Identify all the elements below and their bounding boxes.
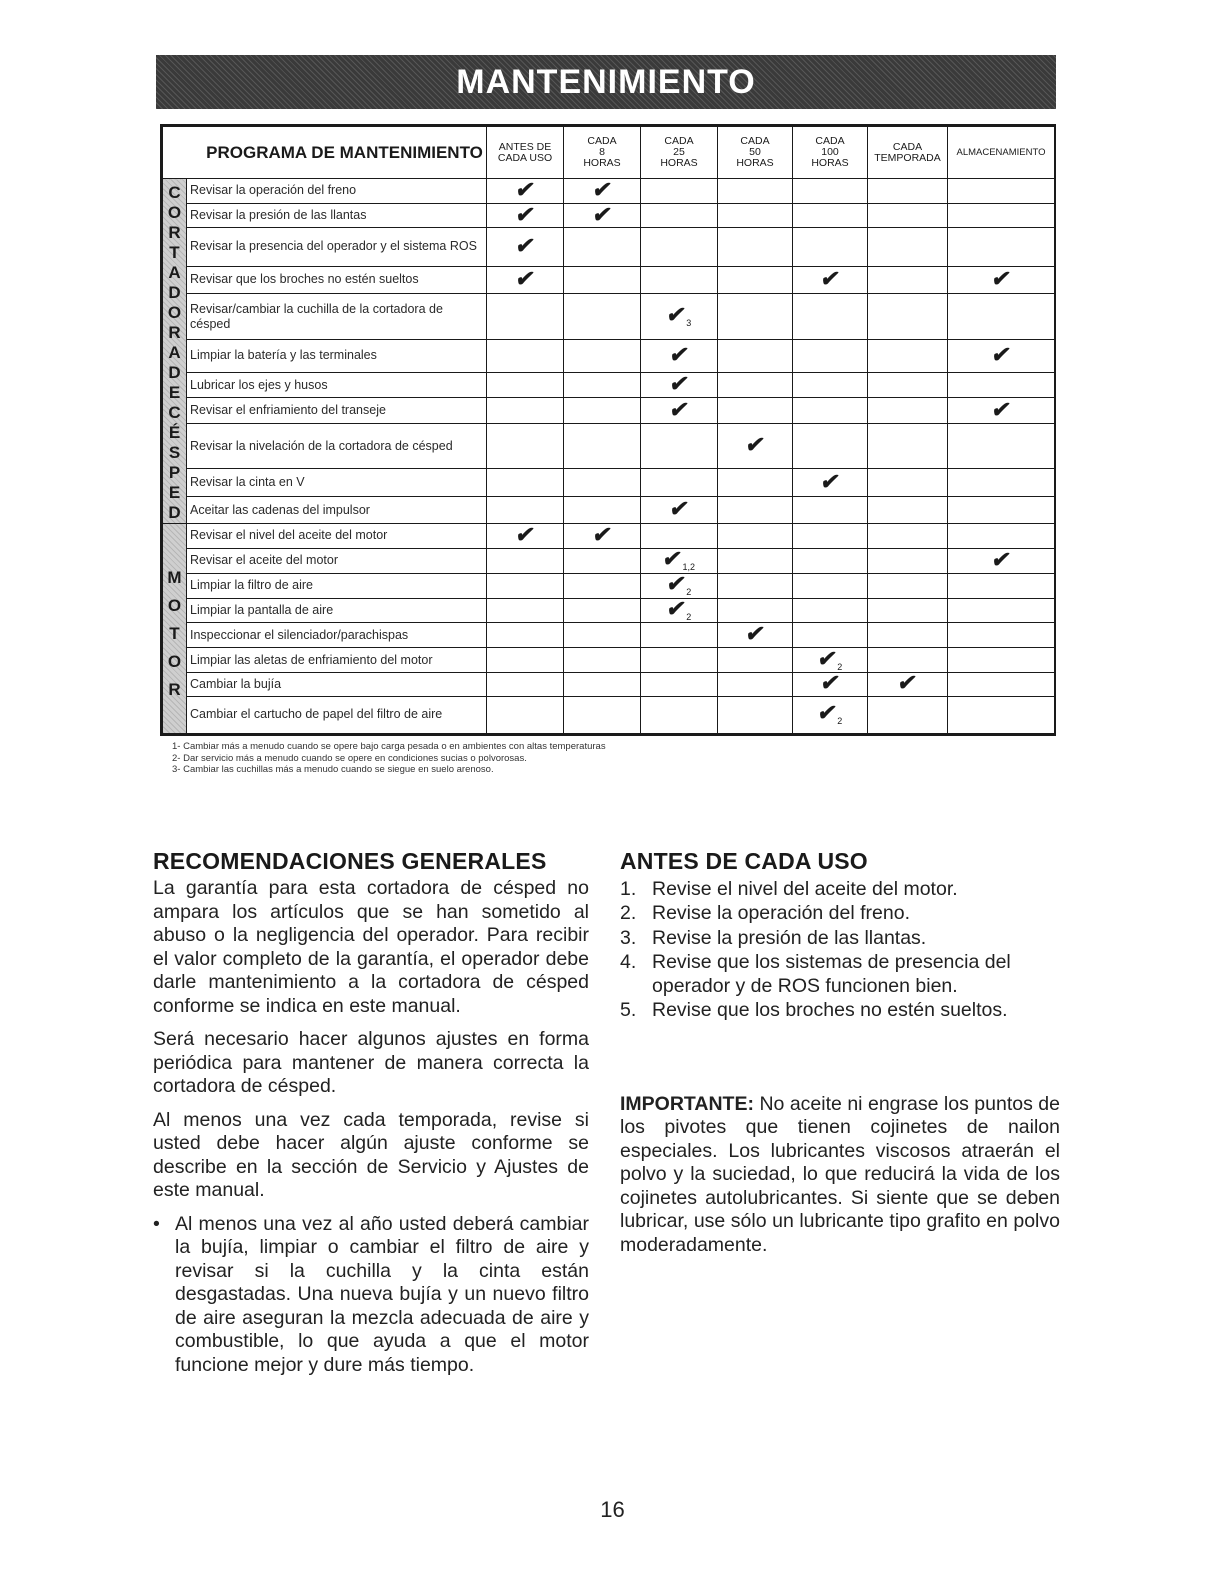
schedule-cell — [718, 524, 793, 549]
footnote: 3- Cambiar las cuchillas más a menudo cuando se siegue en suelo arenoso. — [172, 764, 494, 775]
schedule-cell — [948, 372, 1055, 398]
check-mark-icon: ✔ — [989, 396, 1013, 422]
check-mark-icon: ✔ — [664, 595, 688, 621]
task-cell: Aceitar las cadenas del impulsor — [187, 497, 487, 524]
table-row — [163, 623, 1055, 648]
schedule-cell — [641, 623, 718, 648]
check-mark-icon: ✔ — [664, 301, 688, 327]
schedule-cell — [487, 573, 564, 598]
table-row — [163, 648, 1055, 673]
general-recommendations-section — [153, 848, 589, 1377]
important-text: No aceite ni engrase los puntos de los pivotes que tienen cojinetes de nailon especiales. Los lubricantes viscosos atraerán el polvo y la suciedad, lo que reducirá la vida de los cojinetes autolubricantes. Si siente que se deben lubricar, use sólo un lubricante tipo grafito en polvo moderadamente. — [620, 1092, 1060, 1256]
check-mark-icon: ✔ — [815, 645, 839, 671]
task-cell: Revisar la presencia del operador y el sistema ROS — [187, 228, 487, 266]
footnote-ref: 2 — [837, 716, 843, 727]
header-col — [718, 127, 793, 179]
table-row — [163, 179, 1055, 204]
side-letter: R — [168, 223, 181, 242]
schedule-cell — [948, 497, 1055, 524]
schedule-cell — [564, 266, 641, 294]
header-col-line: HORAS — [811, 157, 849, 169]
schedule-cell — [868, 266, 948, 294]
check-mark-icon: ✔ — [818, 265, 842, 291]
schedule-cell — [718, 497, 793, 524]
table-row — [163, 339, 1055, 372]
schedule-cell — [868, 294, 948, 339]
schedule-cell — [641, 696, 718, 733]
header-col-line: CADA — [664, 135, 694, 147]
schedule-cell — [948, 266, 1055, 294]
task-cell: Revisar el nivel del aceite del motor — [187, 524, 487, 549]
schedule-cell — [564, 176, 641, 204]
item-number: 2. — [620, 902, 637, 925]
schedule-cell — [564, 521, 641, 549]
item-number: 1. — [620, 878, 637, 900]
task-cell: Revisar la presión de las llantas — [187, 203, 487, 228]
table-row — [163, 398, 1055, 424]
schedule-cell — [564, 228, 641, 266]
schedule-cell — [564, 573, 641, 598]
check-mark-icon: ✔ — [743, 432, 767, 458]
schedule-cell — [487, 339, 564, 372]
footnote-ref: 2 — [686, 612, 692, 623]
header-col-line: 50 — [749, 146, 761, 158]
schedule-cell — [718, 294, 793, 339]
schedule-cell — [948, 623, 1055, 648]
schedule-cell — [718, 623, 793, 648]
footnote-ref: 3 — [686, 318, 692, 329]
schedule-cell — [641, 203, 718, 228]
task-cell: Inspeccionar el silenciador/parachispas — [187, 623, 487, 648]
schedule-cell — [718, 598, 793, 623]
schedule-cell — [487, 623, 564, 648]
schedule-cell — [487, 548, 564, 573]
check-mark-icon: ✔ — [989, 265, 1013, 291]
important-note — [620, 1093, 1060, 1258]
schedule-cell — [793, 398, 868, 424]
side-letter: E — [168, 383, 181, 402]
schedule-cell — [948, 424, 1055, 469]
item-text: Revise que los sistemas de presencia del operador y de ROS funcionen bien. — [652, 950, 1011, 998]
schedule-cell — [641, 339, 718, 372]
check-mark-icon: ✔ — [667, 396, 691, 422]
side-letter: C — [168, 183, 181, 202]
side-letter: A — [168, 263, 181, 282]
schedule-cell — [868, 398, 948, 424]
item-text: Revise la operación del freno. — [652, 902, 910, 925]
list-item — [620, 877, 1060, 901]
schedule-cell — [641, 548, 718, 573]
schedule-cell — [641, 648, 718, 673]
schedule-cell — [948, 573, 1055, 598]
check-mark-icon: ✔ — [667, 371, 691, 396]
schedule-cell — [948, 648, 1055, 673]
side-letter: A — [168, 343, 181, 362]
task-cell: Revisar la nivelación de la cortadora de césped — [187, 424, 487, 469]
schedule-cell — [487, 203, 564, 228]
schedule-cell — [487, 598, 564, 623]
check-mark-icon: ✔ — [818, 468, 842, 494]
schedule-cell — [793, 623, 868, 648]
side-letter: O — [167, 652, 182, 672]
schedule-cell — [564, 696, 641, 733]
table-row — [163, 372, 1055, 398]
schedule-grid — [162, 126, 1055, 734]
side-label-cortadora-de-cesped — [163, 179, 187, 524]
footnote-ref: 2 — [686, 587, 692, 598]
check-mark-icon: ✔ — [513, 232, 537, 258]
schedule-cell — [868, 339, 948, 372]
general-paragraph: Será necesario hacer algunos ajustes en forma periódica para mantener de manera correcta la cortadora de césped. — [153, 1028, 589, 1097]
schedule-cell — [718, 339, 793, 372]
list-item — [620, 950, 1060, 999]
check-mark-icon: ✔ — [989, 341, 1013, 367]
schedule-cell — [868, 670, 948, 697]
before-each-use-section — [620, 848, 1060, 1267]
schedule-cell — [564, 673, 641, 697]
table-row — [163, 266, 1055, 294]
item-number: 4. — [620, 950, 637, 973]
schedule-cell — [564, 398, 641, 424]
side-letter: S — [168, 443, 181, 462]
task-cell: Cambiar el cartucho de papel del filtro de aire — [187, 696, 487, 733]
schedule-cell — [718, 469, 793, 497]
task-cell: Limpiar la filtro de aire — [187, 573, 487, 598]
list-item — [620, 926, 1060, 950]
general-paragraph: La garantía para esta cortadora de césped no ampara los artículos que se han sometido al abuso o la negligencia del operador. Para recibir el valor completo de la garantía, el operador debe darle mantenimiento a la cortadora de césped conforme se indica en este manual. — [153, 877, 589, 1017]
schedule-cell — [718, 398, 793, 424]
header-col-line: CADA USO — [497, 151, 553, 164]
schedule-cell — [487, 266, 564, 294]
schedule-cell — [564, 372, 641, 398]
schedule-cell — [793, 497, 868, 524]
header-col-line: 25 — [673, 146, 685, 158]
important-label: IMPORTANTE: — [620, 1092, 754, 1115]
side-letter: P — [168, 463, 181, 482]
schedule-cell — [793, 670, 868, 697]
general-heading: RECOMENDACIONES GENERALES — [153, 848, 547, 874]
schedule-cell — [564, 598, 641, 623]
check-mark-icon: ✔ — [590, 521, 614, 547]
check-mark-icon: ✔ — [664, 571, 688, 597]
schedule-cell — [718, 203, 793, 228]
schedule-cell — [718, 673, 793, 697]
schedule-cell — [487, 521, 564, 549]
check-mark-icon: ✔ — [896, 670, 920, 696]
side-label-motor — [163, 524, 187, 734]
schedule-cell — [868, 573, 948, 598]
side-letter: O — [167, 596, 182, 616]
table-row — [163, 294, 1055, 339]
schedule-cell — [641, 673, 718, 697]
schedule-cell — [948, 398, 1055, 424]
schedule-cell — [793, 548, 868, 573]
task-cell: Limpiar las aletas de enfriamiento del motor — [187, 648, 487, 673]
table-row — [163, 424, 1055, 469]
side-letter: C — [168, 403, 181, 422]
check-mark-icon: ✔ — [989, 546, 1013, 572]
schedule-cell — [641, 294, 718, 339]
schedule-cell — [718, 266, 793, 294]
header-col-line: HORAS — [583, 157, 621, 169]
check-mark-icon: ✔ — [513, 176, 537, 202]
side-letter: D — [168, 363, 181, 382]
schedule-cell — [868, 228, 948, 266]
schedule-cell — [793, 424, 868, 469]
table-row — [163, 524, 1055, 549]
item-text: Revise que los broches no estén sueltos. — [652, 999, 1008, 1022]
table-row — [163, 469, 1055, 497]
check-mark-icon: ✔ — [590, 176, 614, 202]
schedule-cell — [868, 497, 948, 524]
task-cell: Revisar la operación del freno — [187, 179, 487, 204]
table-row — [163, 673, 1055, 697]
header-col-line: HORAS — [660, 157, 698, 169]
item-text: Revise la presión de las llantas. — [652, 926, 927, 949]
schedule-cell — [868, 469, 948, 497]
check-mark-icon: ✔ — [513, 265, 537, 291]
header-col — [868, 127, 948, 179]
header-col-line: ALMACENAMIENTO — [956, 147, 1046, 158]
schedule-cell — [948, 696, 1055, 733]
bullet-dot: • — [153, 1212, 160, 1235]
schedule-cell — [718, 179, 793, 204]
schedule-cell — [487, 398, 564, 424]
schedule-cell — [948, 598, 1055, 623]
header-col-line: CADA — [815, 135, 845, 147]
task-cell: Revisar el enfriamiento del transeje — [187, 398, 487, 424]
check-mark-icon: ✔ — [667, 341, 691, 367]
schedule-cell — [487, 497, 564, 524]
before-use-heading: ANTES DE CADA USO — [620, 848, 868, 874]
footnotes — [172, 741, 606, 776]
check-mark-icon: ✔ — [513, 201, 537, 227]
side-letter: E — [168, 483, 181, 502]
schedule-cell — [564, 339, 641, 372]
schedule-cell — [793, 339, 868, 372]
table-row — [163, 228, 1055, 266]
header-col-line: TEMPORADA — [874, 151, 941, 164]
schedule-cell — [718, 548, 793, 573]
task-cell: Limpiar la batería y las terminales — [187, 339, 487, 372]
schedule-cell — [641, 424, 718, 469]
side-letter: R — [168, 680, 181, 700]
header-col-line: CADA — [587, 135, 617, 147]
general-bullet — [153, 1213, 589, 1378]
side-letter: O — [167, 203, 182, 222]
schedule-cell — [487, 648, 564, 673]
schedule-cell — [564, 648, 641, 673]
schedule-cell — [718, 372, 793, 398]
schedule-cell — [868, 524, 948, 549]
schedule-cell — [793, 598, 868, 623]
check-mark-icon: ✔ — [667, 496, 691, 522]
side-letter: M — [167, 568, 182, 588]
header-col-line: CADA — [740, 135, 770, 147]
schedule-cell — [564, 623, 641, 648]
header-col — [641, 127, 718, 179]
header-col-line: 100 — [821, 146, 839, 158]
task-cell: Lubricar los ejes y husos — [187, 372, 487, 398]
general-paragraph: Al menos una vez cada temporada, revise si usted debe hacer algún ajuste conforme se describe en la sección de Servicio y Ajustes de este manual. — [153, 1108, 589, 1201]
schedule-cell — [948, 524, 1055, 549]
schedule-cell — [564, 469, 641, 497]
table-row — [163, 573, 1055, 598]
maintenance-schedule-table — [160, 124, 1056, 736]
table-row — [163, 497, 1055, 524]
item-number: 3. — [620, 926, 637, 949]
schedule-cell — [948, 294, 1055, 339]
side-letter: D — [168, 283, 181, 302]
schedule-cell — [718, 696, 793, 733]
header-col — [793, 127, 868, 179]
task-cell: Revisar que los broches no estén sueltos — [187, 266, 487, 294]
schedule-cell — [641, 573, 718, 598]
before-use-list — [620, 877, 1060, 1023]
task-cell: Revisar la cinta en V — [187, 469, 487, 497]
table-row — [163, 696, 1055, 733]
schedule-cell — [868, 548, 948, 573]
schedule-cell — [868, 623, 948, 648]
check-mark-icon: ✔ — [660, 546, 684, 572]
schedule-cell — [868, 598, 948, 623]
side-letter: D — [168, 503, 181, 522]
schedule-cell — [793, 228, 868, 266]
schedule-cell — [564, 203, 641, 228]
schedule-cell — [948, 179, 1055, 204]
header-col-line: 8 — [599, 146, 605, 158]
bullet-text: Al menos una vez al año usted deberá cambiar la bujía, limpiar o cambiar el filtro de aire y revisar si la cuchilla y la cinta están desgastadas. Una nueva bujía y un nuevo filtro de aire aseguran la mezcla adecuada de aire y combustible, lo que ayuda a que el motor funcione mejor y dure más tiempo. — [175, 1212, 589, 1376]
side-letter: T — [169, 624, 180, 644]
schedule-cell — [868, 179, 948, 204]
schedule-cell — [564, 424, 641, 469]
check-mark-icon: ✔ — [513, 521, 537, 547]
schedule-cell — [641, 497, 718, 524]
schedule-cell — [793, 266, 868, 294]
item-number: 5. — [620, 999, 637, 1022]
schedule-cell — [868, 424, 948, 469]
check-mark-icon: ✔ — [590, 201, 614, 227]
schedule-cell — [641, 372, 718, 398]
schedule-cell — [793, 524, 868, 549]
schedule-cell — [948, 673, 1055, 697]
schedule-cell — [718, 424, 793, 469]
schedule-cell — [718, 228, 793, 266]
schedule-cell — [948, 228, 1055, 266]
schedule-cell — [793, 696, 868, 733]
header-col-line: HORAS — [736, 157, 774, 169]
schedule-cell — [793, 469, 868, 497]
footnote: 2- Dar servicio más a menudo cuando se opere en condiciones sucias o polvorosas. — [172, 752, 527, 764]
task-cell: Revisar el aceite del motor — [187, 548, 487, 573]
schedule-cell — [487, 696, 564, 733]
schedule-cell — [718, 648, 793, 673]
schedule-cell — [641, 179, 718, 204]
list-item — [620, 901, 1060, 925]
schedule-cell — [564, 294, 641, 339]
schedule-cell — [487, 294, 564, 339]
schedule-cell — [948, 339, 1055, 372]
schedule-cell — [793, 179, 868, 204]
footnote: 1- Cambiar más a menudo cuando se opere bajo carga pesada o en ambientes con altas temperaturas — [172, 741, 606, 752]
table-row — [163, 203, 1055, 228]
task-cell: Limpiar la pantalla de aire — [187, 598, 487, 623]
schedule-cell — [564, 548, 641, 573]
schedule-cell — [868, 372, 948, 398]
banner-title: MANTENIMIENTO — [456, 62, 756, 101]
schedule-cell — [487, 469, 564, 497]
schedule-cell — [793, 294, 868, 339]
side-letter: R — [168, 323, 181, 342]
schedule-cell — [718, 573, 793, 598]
page-number: 16 — [600, 1497, 625, 1522]
side-letter: T — [169, 243, 180, 262]
schedule-cell — [793, 372, 868, 398]
schedule-cell — [948, 203, 1055, 228]
list-item — [620, 998, 1060, 1022]
task-cell: Cambiar la bujía — [187, 673, 487, 697]
footnote-ref: 1,2 — [682, 562, 695, 573]
schedule-cell — [564, 497, 641, 524]
schedule-cell — [487, 176, 564, 204]
schedule-cell — [793, 203, 868, 228]
header-col-line: ANTES DE — [498, 140, 552, 153]
header-col — [487, 127, 564, 179]
schedule-cell — [641, 595, 718, 623]
header-col-line: CADA — [892, 140, 923, 153]
schedule-cell — [487, 228, 564, 266]
schedule-cell — [641, 398, 718, 424]
schedule-cell — [793, 573, 868, 598]
schedule-cell — [868, 648, 948, 673]
schedule-cell — [487, 424, 564, 469]
schedule-cell — [793, 645, 868, 673]
check-mark-icon: ✔ — [743, 621, 767, 647]
check-mark-icon: ✔ — [818, 670, 842, 696]
schedule-cell — [868, 696, 948, 733]
schedule-cell — [948, 548, 1055, 573]
schedule-header-row — [163, 127, 1055, 179]
item-text: Revise el nivel del aceite del motor. — [652, 878, 958, 900]
schedule-cell — [641, 266, 718, 294]
check-mark-icon: ✔ — [815, 700, 839, 726]
schedule-cell — [487, 372, 564, 398]
schedule-cell — [868, 203, 948, 228]
task-cell: Revisar/cambiar la cuchilla de la cortadora de césped — [187, 294, 487, 339]
schedule-cell — [641, 524, 718, 549]
side-letter: O — [167, 303, 182, 322]
schedule-cell — [948, 469, 1055, 497]
schedule-cell — [641, 228, 718, 266]
schedule-cell — [487, 673, 564, 697]
section-banner — [156, 55, 1056, 109]
schedule-cell — [641, 469, 718, 497]
table-row — [163, 548, 1055, 573]
footnote-ref: 2 — [837, 661, 843, 672]
header-program: PROGRAMA DE MANTENIMIENTO — [163, 127, 487, 179]
side-letter: É — [168, 423, 181, 442]
header-col — [948, 127, 1055, 179]
table-row — [163, 598, 1055, 623]
header-col — [564, 127, 641, 179]
